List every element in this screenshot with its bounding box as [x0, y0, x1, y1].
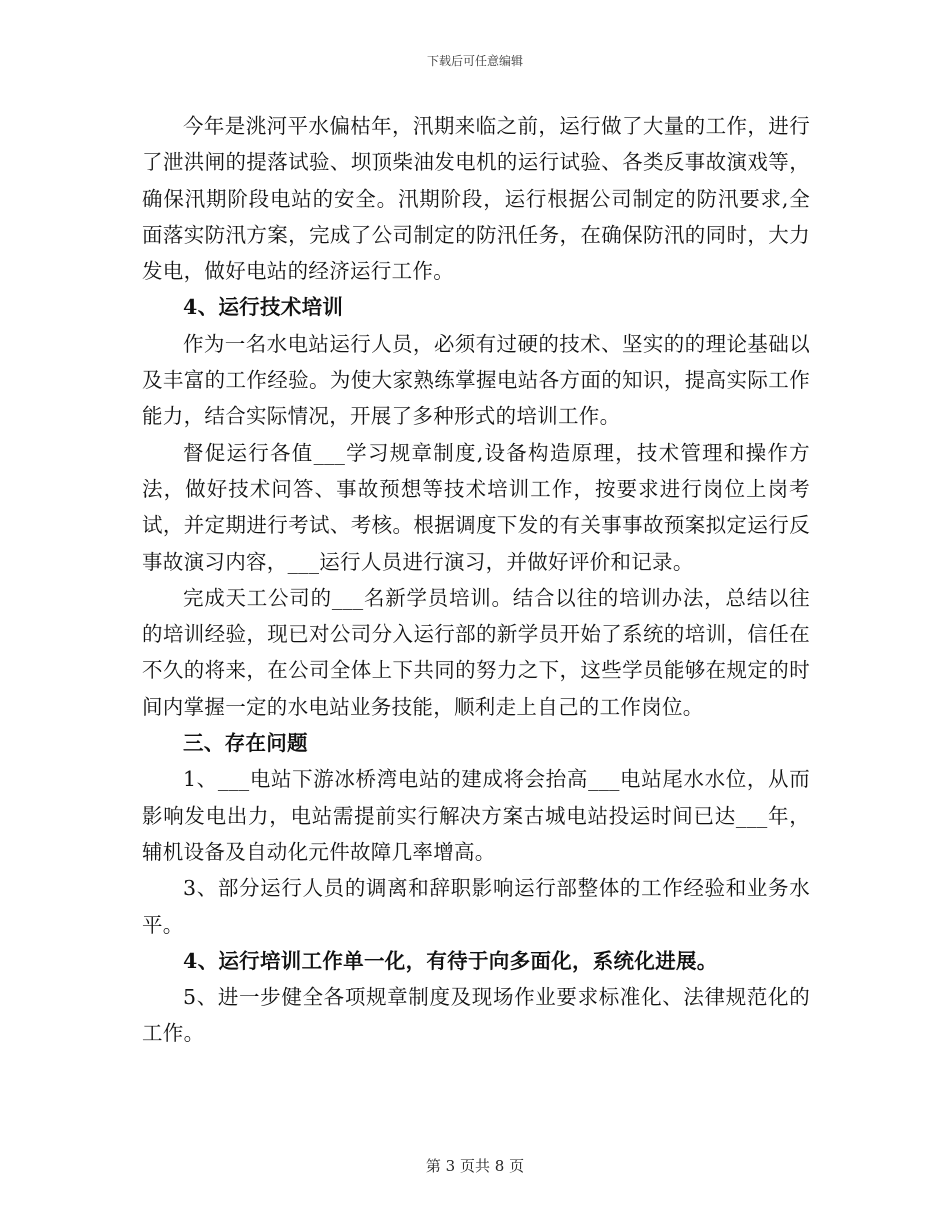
paragraph-problem-1: 1、___电站下游冰桥湾电站的建成将会抬高___电站尾水水位，从而影响发电出力，电站需提前实行解决方案古城电站投运时间已达___年，辅机设备及自动化元件故障几率增高。: [142, 767, 810, 864]
paragraph-problem-3: 3、部分运行人员的调离和辞职影响运行部整体的工作经验和业务水平。: [142, 876, 810, 937]
paragraph-problem-5: 5、进一步健全各项规章制度及现场作业要求标准化、法律规范化的工作。: [142, 985, 810, 1046]
paragraph-new-trainees: 完成天工公司的___名新学员培训。结合以往的培训办法，总结以往的培训经验，现已对公司分入运行部的新学员开始了系统的培训，信任在不久的将来，在公司全体上下共同的努力之下，这些学员能够在规定的时间内掌握一定的水电站业务技能，顺利走上自己的工作岗位。: [142, 585, 810, 719]
section-heading-training: 4、运行技术培训: [183, 295, 344, 320]
document-body: [142, 108, 810, 1052]
paragraph-training-intro: 作为一名水电站运行人员，必须有过硬的技术、坚实的的理论基础以及丰富的工作经验。为使大家熟练掌握电站各方面的知识，提高实际工作能力，结合实际情况，开展了多种形式的培训工作。: [142, 331, 810, 429]
page-number: 第 3 页共 8 页: [425, 1157, 525, 1175]
section-heading-problems: 三、存在问题: [183, 731, 308, 756]
paragraph-problem-4: 4、运行培训工作单一化，有待于向多面化，系统化进展。: [183, 948, 718, 973]
page-header: 下载后可任意编辑: [426, 54, 523, 68]
paragraph-training-supervision: 督促运行各值___学习规章制度,设备构造原理，技术管理和操作方法，做好技术问答、事故预想等技术培训工作，按要求进行岗位上岗考试，并定期进行考试、考核。根据调度下发的有关事事故预案拟定运行反事故演习内容，___运行人员进行演习，并做好评价和记录。: [142, 440, 810, 574]
paragraph-flood-season: 今年是洮河平水偏枯年，汛期来临之前，运行做了大量的工作，进行了泄洪闸的提落试验、坝顶柴油发电机的运行试验、各类反事故演戏等，确保汛期阶段电站的安全。汛期阶段，运行根据公司制定的防汛要求,全面落实防汛方案，完成了公司制定的防汛任务，在确保防汛的同时，大力发电，做好电站的经济运行工作。: [142, 114, 810, 284]
